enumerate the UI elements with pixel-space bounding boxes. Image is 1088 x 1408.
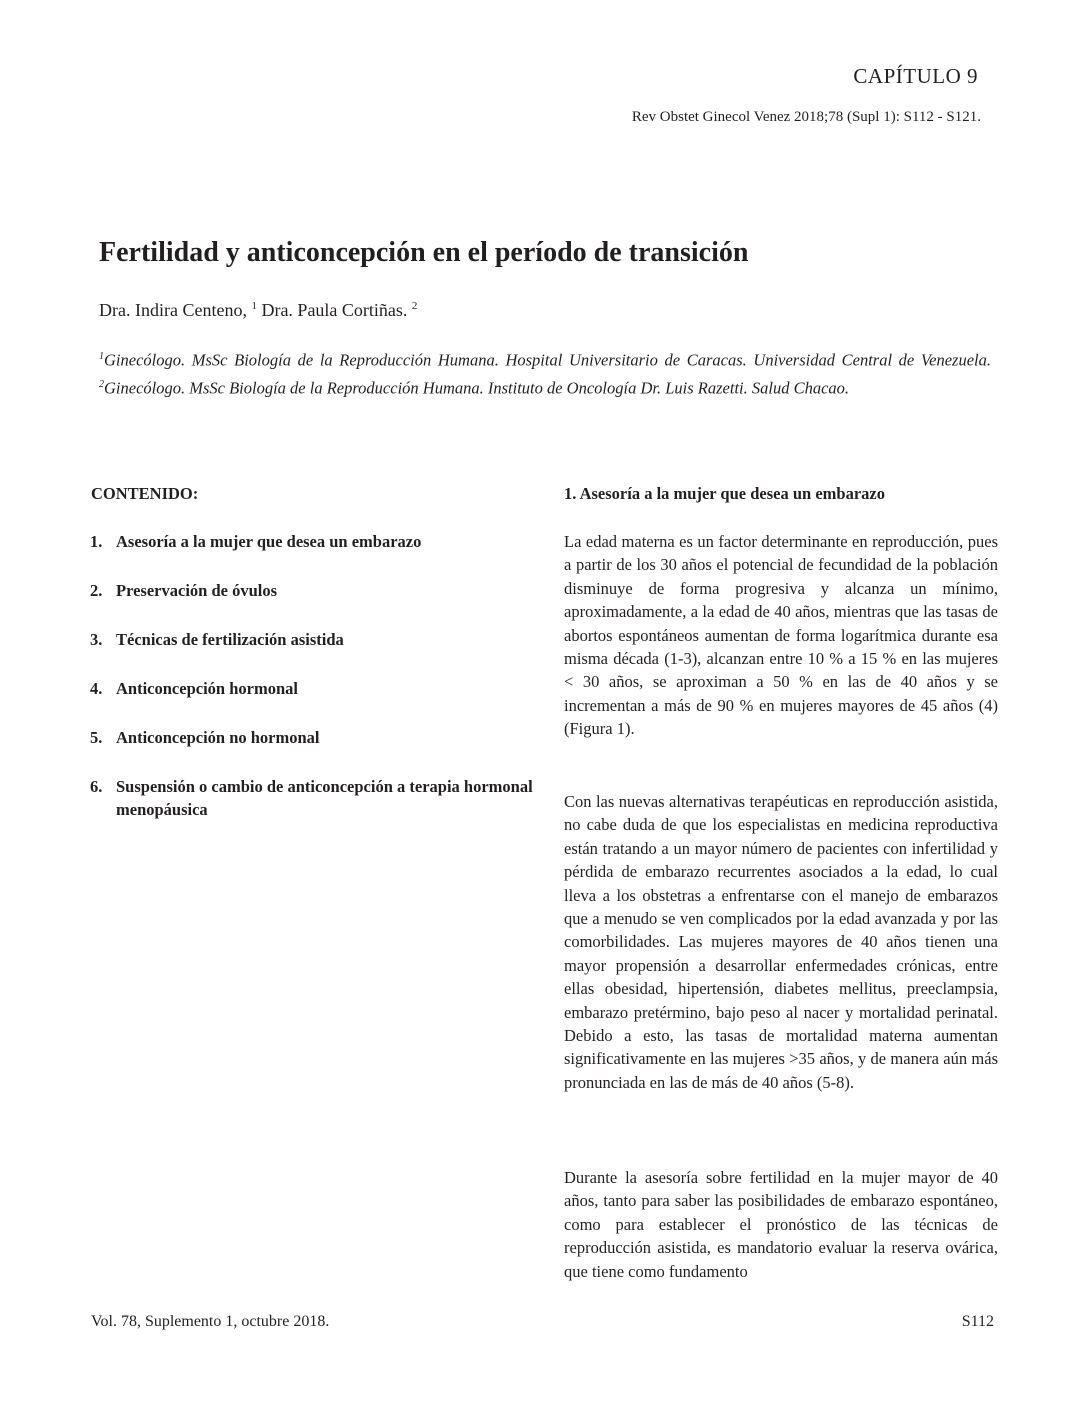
affil-1-text: Ginecólogo. MsSc Biología de la Reproducción Humana. Hospital Universitario de Caracas. Universidad Central de Venezuela. — [104, 350, 991, 370]
chapter-label: CAPÍTULO 9 — [853, 64, 978, 88]
contents-item-number: 4. — [90, 679, 103, 698]
contents-item — [90, 677, 540, 700]
contents-list — [90, 530, 540, 847]
author-2: Dra. Paula Cortiñas. — [261, 300, 408, 320]
author-line — [99, 300, 417, 321]
contents-item-text: Anticoncepción hormonal — [116, 679, 298, 698]
body-paragraph-3: Durante la asesoría sobre fertilidad en la mujer mayor de 40 años, tanto para saber las posibilidades de embarazo espontáneo, como para establecer el pronóstico de las técnicas de reproducción asistida, es mandatorio evaluar la reserva ovárica, que tiene como fundamento — [564, 1168, 998, 1281]
body-paragraph-1: La edad materna es un factor determinante en reproducción, pues a partir de los 30 años el potencial de fecundidad de la población disminuye de forma progresiva y alcanza un mínimo, aproximadamente, a la edad de 40 años, mientras que las tasas de abortos espontáneos aumentan de forma logarítmica durante esa misma década (1-3), alcanzan entre 10 % a 15 % en las mujeres < 30 años, se aproximan a 50 % en las de 40 años y se incrementan a más de 90 % en mujeres mayores de 45 años (4) (Figura 1). — [564, 532, 998, 739]
affiliations — [99, 345, 991, 400]
affil-1-marker: 1 — [99, 351, 104, 362]
contents-heading: CONTENIDO: — [91, 484, 199, 503]
journal-citation: Rev Obstet Ginecol Venez 2018;78 (Supl 1): S112 - S121. — [631, 109, 981, 125]
contents-item-text: Anticoncepción no hormonal — [116, 728, 320, 747]
article-title: Fertilidad y anticoncepción en el período de transición — [99, 237, 749, 268]
contents-item-number: 6. — [90, 777, 103, 796]
body-paragraph-2: Con las nuevas alternativas terapéuticas en reproducción asistida, no cabe duda de que los especialistas en medicina reproductiva están tratando a un mayor número de pacientes con infertilidad y pérdida de embarazo recurrentes asociados a la edad, lo cual lleva a los obstetras a enfrentarse con el manejo de embarazos que a menudo se ven complicados por la edad avanzada y por las comorbilidades. Las mujeres mayores de 40 años tienen una mayor propensión a desarrollar enfermedades crónicas, entre ellas obesidad, hipertensión, diabetes mellitus, preeclampsia, embarazo pretérmino, bajo peso al nacer y mortalidad perinatal. Debido a esto, las tasas de mortalidad materna aumentan significativamente en las mujeres >35 años, y de manera aún más pronunciada en las de más de 40 años (5-8). — [564, 792, 998, 1092]
contents-item — [90, 530, 540, 553]
footer-volume: Vol. 78, Suplemento 1, octubre 2018. — [91, 1313, 330, 1330]
author-2-affil-marker: 2 — [411, 300, 418, 312]
section-heading: 1. Asesoría a la mujer que desea un embarazo — [564, 484, 885, 503]
affil-2-text: Ginecólogo. MsSc Biología de la Reproducción Humana. Instituto de Oncología Dr. Luis Razetti. Salud Chacao. — [104, 378, 850, 397]
contents-item — [90, 775, 540, 821]
contents-item — [90, 579, 540, 602]
contents-item-text: Técnicas de fertilización asistida — [116, 630, 344, 649]
author-1-affil-marker: 1 — [251, 300, 257, 312]
contents-item — [90, 726, 540, 749]
contents-item-number: 1. — [90, 532, 103, 551]
contents-item-number: 3. — [90, 630, 103, 649]
contents-item-text: Asesoría a la mujer que desea un embarazo — [116, 532, 422, 551]
contents-item-number: 5. — [90, 728, 103, 747]
affil-2-marker: 2 — [99, 378, 104, 390]
page-number: S112 — [961, 1313, 994, 1330]
contents-item-text: Preservación de óvulos — [116, 581, 278, 600]
contents-item-number: 2. — [90, 581, 103, 600]
contents-item-text: Suspensión o cambio de anticoncepción a terapia hormonal menopáusica — [116, 777, 533, 819]
contents-item — [90, 628, 540, 651]
author-1: Dra. Indira Centeno, — [99, 300, 247, 320]
